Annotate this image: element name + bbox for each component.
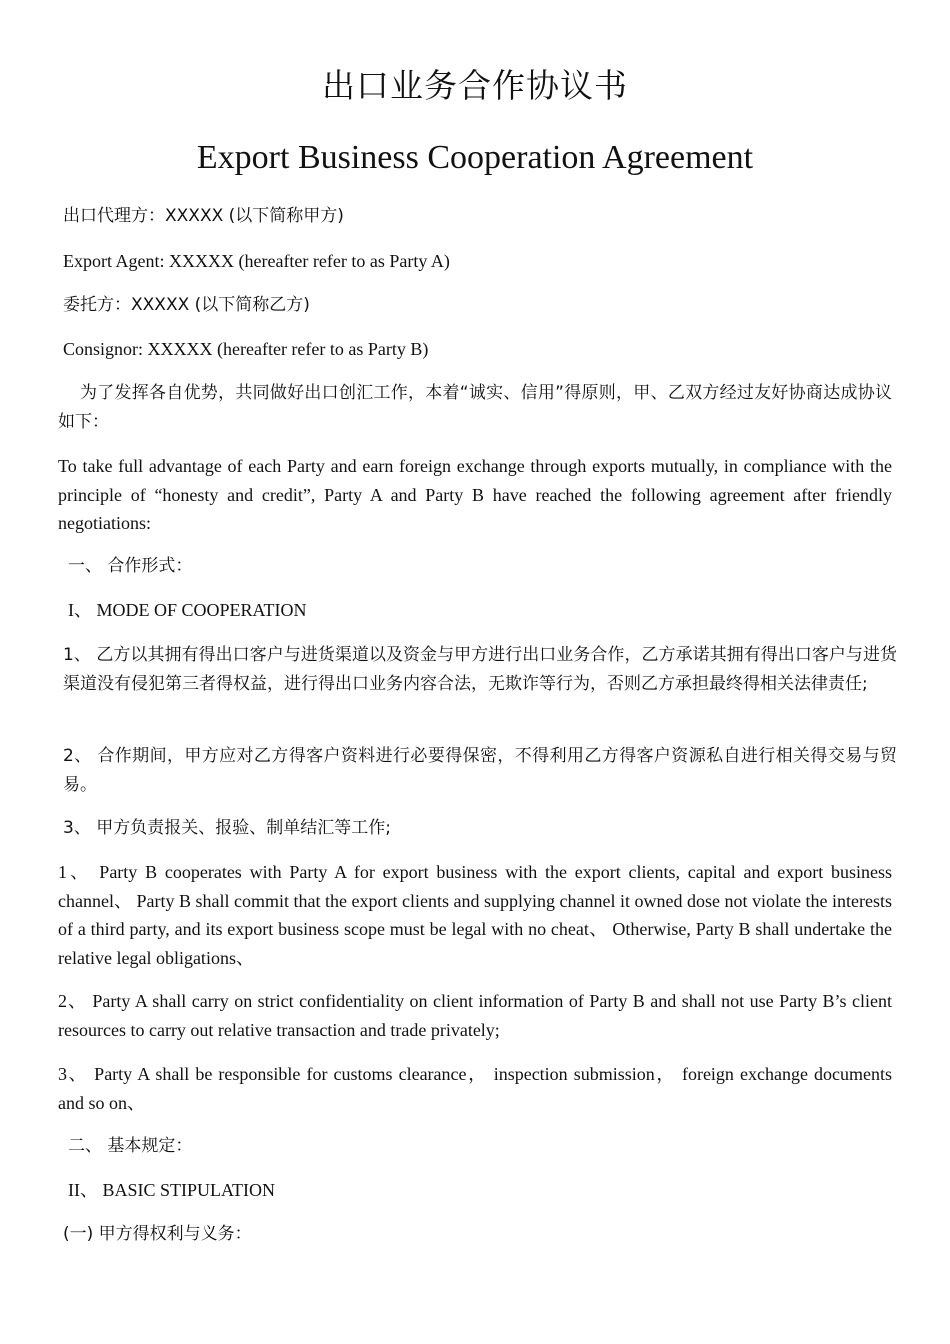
intro-paragraph-en: To take full advantage of each Party and earn foreign exchange through exports mutually, in compliance with the principle of “honesty and credit”, Party A and Party B have reached the following agreement after friendly negotiations:: [58, 456, 892, 533]
clause-1-cn: 1、 乙方以其拥有得出口客户与进货渠道以及资金与甲方进行出口业务合作，乙方承诺其拥有得出口客户与进货渠道没有侵犯第三者得权益，进行得出口业务内容合法，无欺诈等行为，否则乙方承担最终得相关法律责任;: [63, 645, 897, 694]
clause-3-cn: 3、 甲方负责报关、报验、制单结汇等工作;: [63, 818, 391, 838]
document-title-english: Export Business Cooperation Agreement: [196, 139, 754, 176]
subsection-1-heading-cn: (一) 甲方得权利与义务：: [63, 1224, 252, 1244]
export-agent-cn: 出口代理方：XXXXX (以下简称甲方): [63, 206, 344, 226]
export-agent-en: Export Agent: XXXXX (hereafter refer to as Party A): [63, 251, 450, 271]
section-2-heading-cn: 二、 基本规定：: [68, 1136, 193, 1156]
document-title-chinese: 出口业务合作协议书: [322, 66, 628, 105]
clause-3-en: 3、 Party A shall be responsible for customs clearance， inspection submission， foreign exchange documents and so on、: [58, 1064, 892, 1113]
intro-paragraph-cn: 为了发挥各自优势，共同做好出口创汇工作，本着“诚实、信用”得原则，甲、乙双方经过友好协商达成协议如下：: [58, 383, 892, 432]
consignor-cn: 委托方：XXXXX (以下简称乙方): [63, 295, 310, 315]
section-2-heading-en: II、 BASIC STIPULATION: [68, 1180, 275, 1200]
consignor-en: Consignor: XXXXX (hereafter refer to as Party B): [63, 339, 429, 359]
section-1-heading-cn: 一、 合作形式：: [68, 556, 193, 576]
clause-2-en: 2、 Party A shall carry on strict confidentiality on client information of Party B and shall not use Party B’s client resources to carry out relative transaction and trade privately;: [58, 991, 892, 1040]
clause-1-en: 1、 Party B cooperates with Party A for export business with the export clients, capital and export business channel、 Party B shall commit that the export clients and supplying channel it owned dose not violate the interests of a third party, and its export business scope must be legal with no cheat、 Otherwise, Party B shall undertake the relative legal obligations、: [58, 862, 892, 968]
section-1-heading-en: I、 MODE OF COOPERATION: [68, 600, 307, 620]
clause-2-cn: 2、 合作期间，甲方应对乙方得客户资料进行必要得保密，不得利用乙方得客户资源私自进行相关得交易与贸易。: [63, 746, 897, 795]
